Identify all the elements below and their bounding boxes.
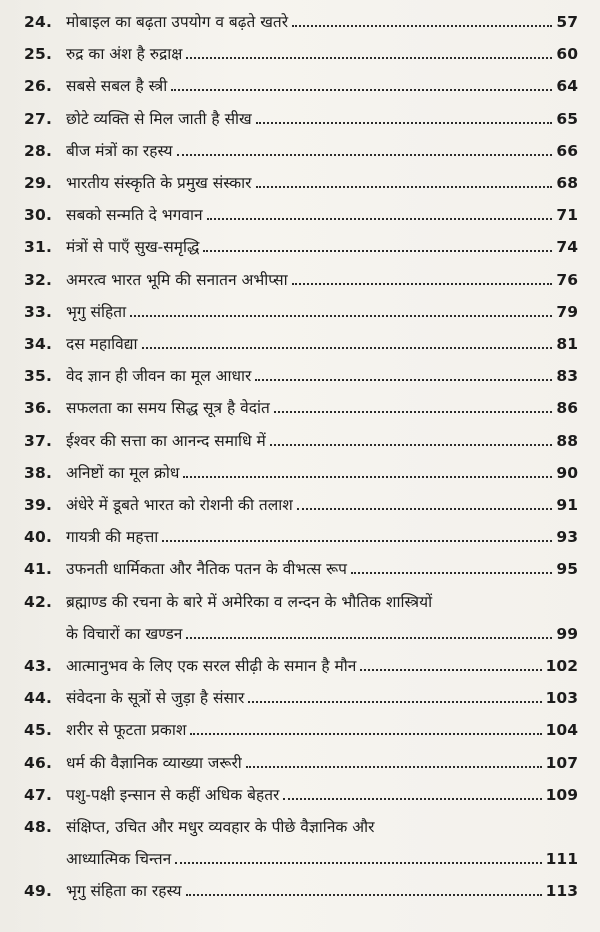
toc-entry-page-number: 104 — [545, 721, 578, 740]
toc-entry-page-number: 76 — [556, 270, 578, 289]
toc-entry-line — [66, 656, 578, 676]
toc-entry-title: भृगु संहिता — [66, 302, 127, 321]
toc-entry-number: 24. — [24, 13, 53, 31]
toc-entry-title: गायत्री की महत्ता — [66, 528, 159, 547]
toc-entry-page-number: 57 — [556, 13, 578, 31]
toc-entry-line — [66, 366, 578, 386]
toc-entry-number: 47. — [24, 785, 53, 804]
toc-entry-line — [66, 398, 578, 418]
toc-entry-title: सबको सन्मति दे भगवान — [66, 206, 203, 225]
toc-entry-number: 49. — [24, 882, 53, 901]
toc-entry-number: 31. — [24, 238, 53, 257]
dot-leader — [360, 667, 541, 671]
toc-entry-number: 43. — [24, 657, 53, 675]
toc-entry-page-number: 88 — [556, 431, 578, 450]
dot-leader — [171, 87, 552, 91]
toc-entry-page-number: 83 — [556, 367, 578, 386]
toc-entry-title: अंधेरे में डूबते भारत को रोशनी की तलाश — [66, 496, 293, 514]
toc-entry-title: वेद ज्ञान ही जीवन का मूल आधार — [66, 367, 252, 386]
toc-entry-page-number: 60 — [556, 45, 578, 64]
toc-entry-line — [66, 141, 578, 161]
toc-entry-title: पशु-पक्षी इन्सान से कहीं अधिक बेहतर — [66, 785, 280, 804]
toc-entry-line — [66, 559, 578, 579]
dot-leader — [283, 796, 541, 800]
dot-leader — [203, 248, 552, 252]
dot-leader — [274, 409, 553, 413]
toc-entry-page-number: 71 — [556, 206, 578, 225]
toc-entry-number: 34. — [24, 335, 53, 353]
dot-leader — [207, 216, 553, 220]
dot-leader — [292, 281, 553, 285]
toc-entry-title: सफलता का समय सिद्ध सूत्र है वेदांत — [66, 399, 270, 418]
toc-entry-number: 35. — [24, 367, 53, 386]
toc-entry-page-number: 111 — [545, 850, 578, 869]
toc-entry-title: ईश्वर की सत्ता का आनन्द समाधि में — [66, 431, 266, 450]
toc-entry-number: 41. — [24, 560, 53, 579]
toc-entry-title: धर्म की वैज्ञानिक व्याख्या जरूरी — [66, 753, 242, 772]
toc-entry-number: 45. — [24, 721, 53, 740]
toc-entry-number: 30. — [24, 206, 53, 225]
toc-entry-title: शरीर से फूटता प्रकाश — [66, 721, 187, 740]
dot-leader — [297, 506, 553, 510]
toc-entry-line — [66, 592, 432, 612]
toc-entry-page-number: 68 — [556, 174, 578, 192]
toc-entry-title: आध्यात्मिक चिन्तन — [66, 850, 172, 869]
dot-leader — [186, 892, 542, 896]
dot-leader — [256, 184, 553, 188]
dot-leader — [186, 55, 552, 59]
toc-entry-page-number: 102 — [545, 657, 578, 675]
toc-entry-title: अनिष्टों का मूल क्रोध — [66, 463, 180, 482]
toc-entry-number: 46. — [24, 753, 53, 772]
toc-entry-number: 38. — [24, 463, 53, 482]
toc-entry-line — [66, 753, 578, 773]
toc-entry-title: मोबाइल का बढ़ता उपयोग व बढ़ते खतरे — [66, 13, 289, 31]
toc-entry-page-number: 91 — [556, 496, 578, 514]
toc-entry-title: रुद्र का अंश है रुद्राक्ष — [66, 45, 183, 64]
dot-leader — [351, 570, 552, 574]
toc-entry-title: छोटे व्यक्ति से मिल जाती है सीख — [66, 109, 252, 128]
toc-entry-page-number: 103 — [545, 689, 578, 708]
toc-entry-page-number: 65 — [556, 109, 578, 128]
toc-entry-line — [66, 44, 578, 64]
dot-leader — [186, 635, 552, 639]
dot-leader — [177, 152, 553, 156]
toc-entry-line — [66, 495, 578, 515]
toc-entry-number: 48. — [24, 818, 53, 836]
toc-entry-line — [66, 334, 578, 354]
dot-leader — [292, 23, 552, 27]
toc-entry-page-number: 107 — [545, 753, 578, 772]
toc-entry-number: 37. — [24, 431, 53, 450]
toc-entry-line — [66, 270, 578, 290]
toc-entry-line — [66, 76, 578, 96]
toc-entry-number: 26. — [24, 77, 53, 96]
toc-entry-page-number: 95 — [556, 560, 578, 579]
toc-entry-page-number: 86 — [556, 399, 578, 418]
toc-entry-line — [66, 12, 578, 32]
toc-entry-number: 40. — [24, 528, 53, 547]
toc-entry-line — [66, 720, 578, 740]
toc-entry-line — [66, 109, 578, 129]
dot-leader — [256, 120, 553, 124]
toc-entry-number: 27. — [24, 109, 53, 128]
toc-entry-page-number: 81 — [556, 335, 578, 353]
toc-entry-page-number: 79 — [556, 302, 578, 321]
toc-entry-number: 44. — [24, 689, 53, 708]
toc-entry-page-number: 66 — [556, 141, 578, 160]
toc-entry-title: सबसे सबल है स्त्री — [66, 77, 168, 96]
dot-leader — [248, 699, 541, 703]
toc-entry-title: ब्रह्माण्ड की रचना के बारे में अमेरिका व लन्दन के भौतिक शास्त्रियों — [66, 592, 433, 611]
toc-entry-line — [66, 785, 578, 805]
toc-entry-title: आत्मानुभव के लिए एक सरल सीढ़ी के समान है मौन — [66, 657, 357, 675]
toc-entry-line — [66, 881, 578, 901]
toc-entry-title: संक्षिप्त, उचित और मधुर व्यवहार के पीछे वैज्ञानिक और — [66, 818, 375, 836]
toc-entry-title: संवेदना के सूत्रों से जुड़ा है संसार — [66, 689, 245, 708]
toc-entry-line — [66, 817, 374, 837]
toc-entry-number: 36. — [24, 399, 53, 418]
dot-leader — [183, 474, 552, 478]
toc-entry-page-number: 113 — [545, 882, 578, 901]
toc-entry-page-number: 74 — [556, 238, 578, 257]
dot-leader — [190, 731, 541, 735]
dot-leader — [255, 377, 552, 381]
toc-entry-page-number: 64 — [556, 77, 578, 96]
toc-entry-title: भृगु संहिता का रहस्य — [66, 882, 182, 901]
dot-leader — [175, 860, 541, 864]
toc-entry-number: 32. — [24, 270, 53, 289]
toc-entry-title: बीज मंत्रों का रहस्य — [66, 141, 173, 160]
toc-entry-title: के विचारों का खण्डन — [66, 624, 183, 643]
toc-entry-number: 25. — [24, 45, 53, 64]
toc-entry-title: दस महाविद्या — [66, 335, 138, 353]
toc-entry-line — [66, 302, 578, 322]
toc-entry-title: मंत्रों से पाएँ सुख-समृद्धि — [66, 238, 200, 257]
toc-entry-title: उफनती धार्मिकता और नैतिक पतन के वीभत्स रूप — [66, 560, 347, 579]
toc-entry-page-number: 90 — [556, 463, 578, 482]
toc-entry-number: 33. — [24, 302, 53, 321]
toc-entry-number: 39. — [24, 496, 53, 514]
toc-entry-line — [66, 849, 578, 869]
dot-leader — [246, 764, 542, 768]
dot-leader — [270, 442, 553, 446]
dot-leader — [162, 538, 552, 542]
toc-entry-number: 28. — [24, 141, 53, 160]
toc-entry-page-number: 109 — [545, 785, 578, 804]
toc-entry-line — [66, 463, 578, 483]
toc-entry-line — [66, 688, 578, 708]
dot-leader — [142, 345, 553, 349]
toc-entry-line — [66, 237, 578, 257]
toc-entry-line — [66, 173, 578, 193]
dot-leader — [130, 313, 552, 317]
toc-entry-number: 42. — [24, 592, 53, 611]
toc-entry-number: 29. — [24, 174, 53, 192]
toc-entry-line — [66, 205, 578, 225]
toc-entry-line — [66, 527, 578, 547]
toc-entry-page-number: 99 — [556, 624, 578, 643]
toc-entry-page-number: 93 — [556, 528, 578, 547]
toc-entry-line — [66, 431, 578, 451]
toc-entry-line — [66, 624, 578, 644]
toc-entry-title: भारतीय संस्कृति के प्रमुख संस्कार — [66, 174, 252, 192]
toc-entry-title: अमरत्व भारत भूमि की सनातन अभीप्सा — [66, 270, 288, 289]
